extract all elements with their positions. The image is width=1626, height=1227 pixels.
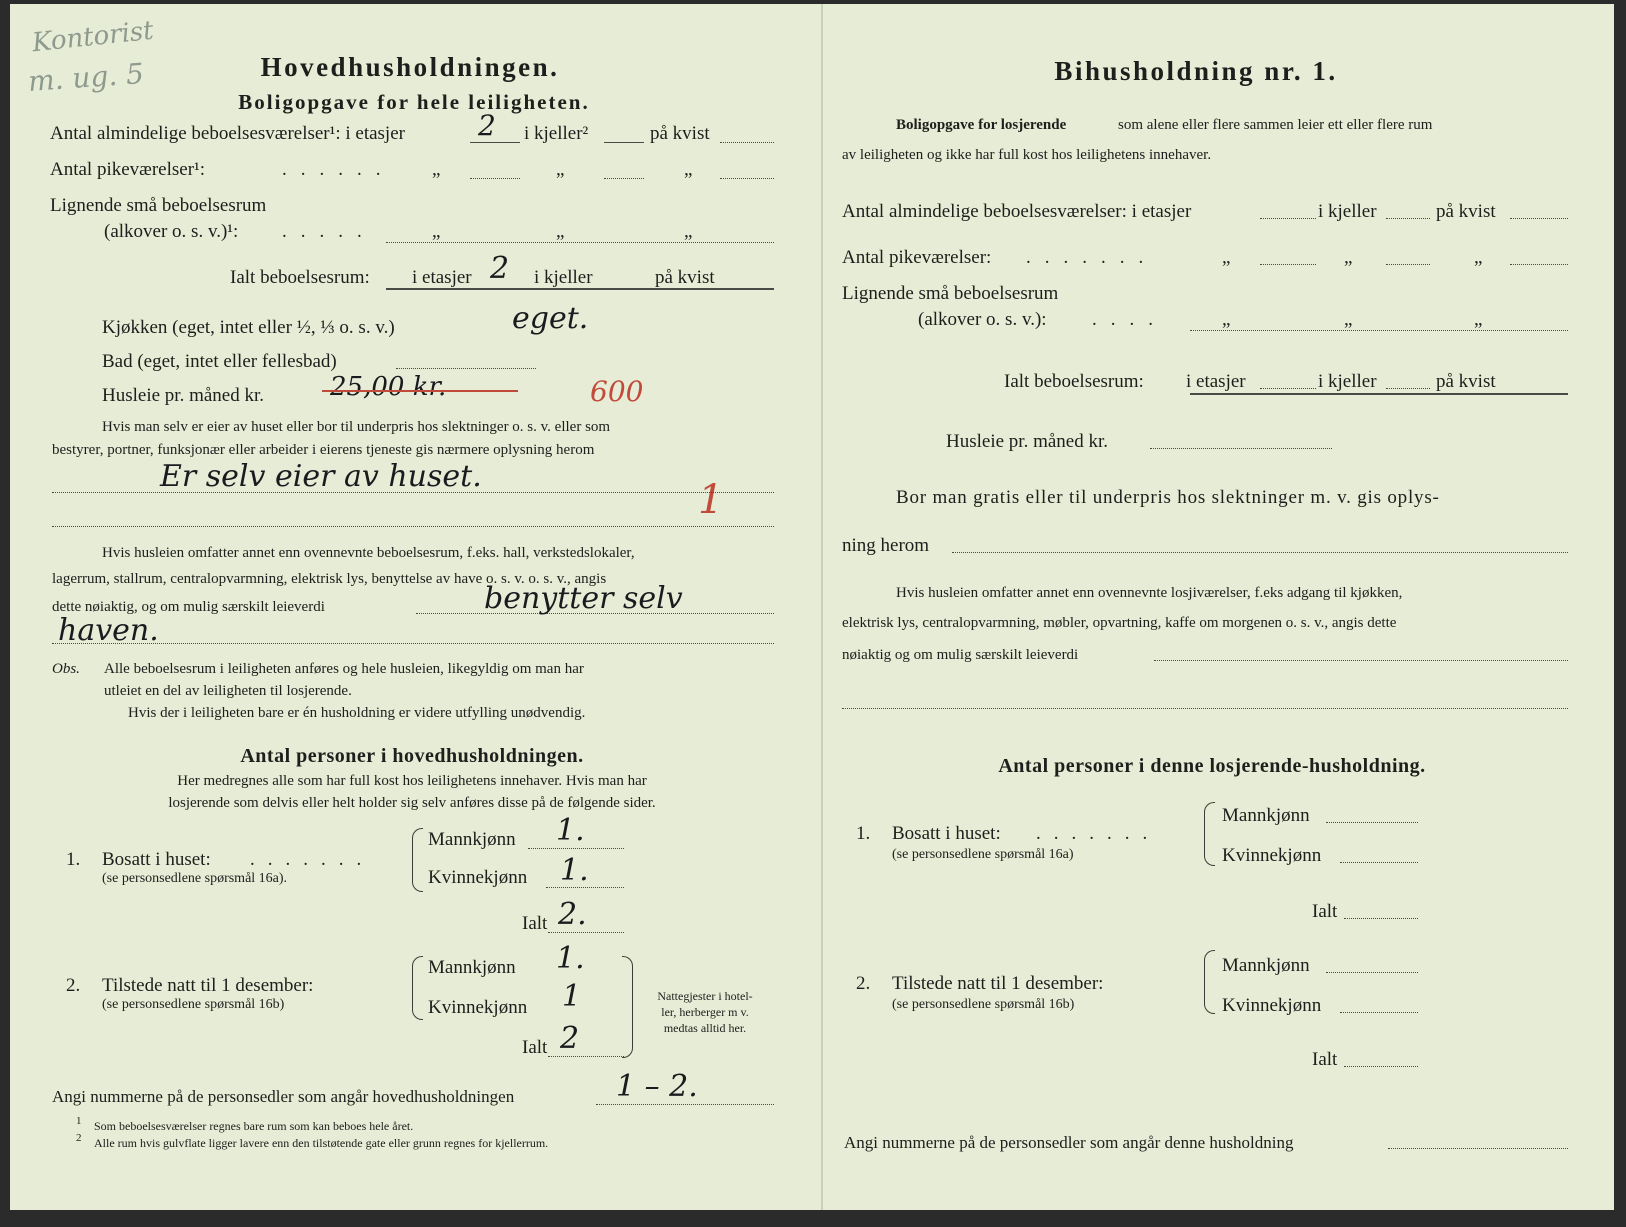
r-total-kvist-label: på kvist: [1436, 371, 1496, 392]
footnote-2: Alle rum hvis gulvflate ligger lavere enn den tilstøtende gate eller grunn regnes for kjellerrum.: [94, 1136, 549, 1150]
r-total-line: [1190, 393, 1568, 395]
r-rent-label: Husleie pr. måned kr.: [946, 431, 1108, 452]
kjeller-line: [604, 142, 644, 143]
leader-dots: .......: [1036, 823, 1161, 844]
blank-line: [52, 492, 774, 493]
blank-line: [1190, 330, 1568, 331]
persons-note-line1: Her medregnes alle som har full kost hos leilighetens innehaver. Hvis man har: [177, 773, 647, 789]
page-title: Hovedhusholdningen.: [260, 52, 560, 82]
persons-note-line2: losjerende som delvis eller helt holder sig selv anføres disse på de følgende sider.: [168, 795, 656, 811]
intro-rest: som alene eller flere sammen leier ett eller flere rum: [1118, 117, 1433, 133]
extras-note-line3: dette nøiaktig, og om mulig særskilt leieverdi: [52, 599, 325, 615]
total-kjeller-label: i kjeller: [534, 267, 593, 288]
obs-line2: utleiet en del av leiligheten til losjerende.: [104, 683, 352, 699]
blank-line: [596, 1104, 774, 1105]
r-q2-number: 2.: [856, 973, 871, 994]
total-etasjer-label: i etasjer: [412, 267, 472, 288]
r-total-rooms-label: Ialt beboelsesrum:: [1004, 371, 1144, 392]
q1-male-value[interactable]: 1.: [556, 813, 585, 848]
total-etasjer-value[interactable]: 2: [490, 251, 510, 286]
kvist-label: på kvist: [650, 123, 710, 144]
rent-value[interactable]: 25,00 kr.: [330, 372, 447, 402]
page-subtitle: Boligopgave for hele leiligheten.: [238, 90, 590, 114]
r-extras-line1: Hvis husleien omfatter annet enn ovennevnte losjiværelser, f.eks adgang til kjøkken,: [896, 585, 1403, 601]
r-extras-line2: elektrisk lys, centralopvarmning, møbler, opvartning, kaffe om morgenen o. s. v., angis dette: [842, 615, 1397, 631]
total-line: [386, 288, 774, 290]
leader-dots: ....: [1092, 309, 1167, 330]
persons-title: Antal personer i hovedhusholdningen.: [240, 745, 584, 767]
q1-label: Bosatt i huset:: [102, 849, 211, 870]
r-ditto-4: „: [1222, 309, 1231, 330]
obs-prefix: Obs.: [52, 661, 80, 677]
blank-line: [396, 368, 536, 369]
r-q1-brace: [1204, 802, 1215, 866]
r-maid-rooms-label: Antal pikeværelser:: [842, 247, 992, 268]
q1-total-label: Ialt: [522, 913, 548, 934]
ditto-3: „: [684, 159, 693, 180]
ditto-6: „: [684, 221, 693, 242]
q2-side-note-1: Nattegjester i hotel-: [657, 989, 753, 1003]
rooms-ordinary-label: Antal almindelige beboelsesværelser¹: i etasjer: [50, 123, 405, 144]
kjeller-label: i kjeller²: [524, 123, 589, 144]
ditto-5: „: [556, 221, 565, 242]
intro-line2: av leiligheten og ikke har full kost hos leilighetens innehaver.: [842, 147, 1212, 163]
q1-brace: [412, 828, 423, 892]
q1-female-value[interactable]: 1.: [560, 853, 589, 888]
blank-line: [842, 708, 1568, 709]
r-q2-sub: (se personsedlene spørsmål 16b): [892, 997, 1075, 1012]
r-rooms-ordinary-label: Antal almindelige beboelsesværelser: i etasjer: [842, 201, 1192, 222]
leader-dots: .......: [250, 849, 375, 870]
r-kvist-label: på kvist: [1436, 201, 1496, 222]
blank-line: [1326, 972, 1418, 973]
r-q1-female-label: Kvinnekjønn: [1222, 845, 1322, 866]
r-free-line2: ning herom: [842, 535, 930, 556]
r-total-etasjer-label: i etasjer: [1186, 371, 1246, 392]
r-q2-brace: [1204, 950, 1215, 1014]
blank-line: [1340, 1012, 1418, 1013]
kitchen-value[interactable]: eget.: [512, 301, 589, 336]
q2-female-value[interactable]: 1: [562, 979, 582, 1014]
blank-line: [1344, 918, 1418, 919]
r-total-kjeller-label: i kjeller: [1318, 371, 1377, 392]
r-q1-number: 1.: [856, 823, 871, 844]
bath-label: Bad (eget, intet eller fellesbad): [102, 351, 337, 372]
blank-line: [386, 242, 774, 243]
q1-total-value[interactable]: 2.: [558, 897, 587, 932]
r-q1-label: Bosatt i huset:: [892, 823, 1001, 844]
ditto-1: „: [432, 159, 441, 180]
footnote-1-mark: 1: [76, 1115, 82, 1127]
blank-line: [1260, 264, 1316, 265]
rent-strikethrough: [322, 390, 518, 392]
owner-red-mark: 1: [698, 477, 724, 523]
extras-note-line2: lagerrum, stallrum, centralopvarmning, elektrisk lys, benyttelse av have o. s. v. o. s. v., angis: [52, 571, 607, 587]
r-q2-female-label: Kvinnekjønn: [1222, 995, 1322, 1016]
blank-line: [604, 178, 644, 179]
blank-line: [52, 526, 774, 527]
r-ditto-3: „: [1474, 247, 1483, 268]
q2-female-label: Kvinnekjønn: [428, 997, 528, 1018]
blank-line: [1150, 448, 1332, 449]
kitchen-label: Kjøkken (eget, intet eller ½, ⅓ o. s. v.): [102, 317, 395, 338]
blank-line: [952, 552, 1568, 553]
alcove-sub-label: (alkover o. s. v.)¹:: [104, 221, 239, 242]
owner-note-line2: bestyrer, portner, funksjonær eller arbeider i eierens tjeneste gis nærmere oplysning herom: [52, 442, 595, 458]
q2-brace: [412, 956, 423, 1020]
rent-label: Husleie pr. måned kr.: [102, 385, 264, 406]
rent-pencil-value: 600: [590, 375, 644, 408]
r-q2-male-label: Mannkjønn: [1222, 955, 1310, 976]
r-alcove-sub-label: (alkover o. s. v.):: [918, 309, 1047, 330]
r-ditto-5: „: [1344, 309, 1353, 330]
etasjer-line: [470, 142, 520, 143]
blank-line: [546, 887, 624, 888]
blank-line: [1260, 218, 1316, 219]
r-extras-line3: nøiaktig og om mulig særskilt leieverdi: [842, 647, 1079, 663]
r-numbers-label: Angi nummerne på de personsedler som angår denne husholdning: [844, 1133, 1294, 1152]
rooms-etasjer-value[interactable]: 2: [478, 109, 496, 142]
q2-right-brace: [622, 956, 633, 1058]
r-persons-title: Antal personer i denne losjerende-husholdning.: [998, 755, 1426, 777]
blank-line: [1386, 388, 1430, 389]
ditto-2: „: [556, 159, 565, 180]
footnote-1: Som beboelsesværelser regnes bare rum som kan beboes hele året.: [94, 1119, 414, 1133]
blank-line: [1510, 264, 1568, 265]
q2-total-label: Ialt: [522, 1037, 548, 1058]
maid-rooms-label: Antal pikeværelser¹:: [50, 159, 206, 180]
numbers-label: Angi nummerne på de personsedler som angår hovedhusholdningen: [52, 1087, 515, 1106]
blank-line: [548, 932, 624, 933]
blank-line: [1154, 660, 1568, 661]
blank-line: [52, 643, 774, 644]
obs-line1: Alle beboelsesrum i leiligheten anføres og hele husleien, likegyldig om man har: [104, 661, 584, 677]
intro-bold: Boligopgave for losjerende: [896, 117, 1067, 133]
r-free-line1: Bor man gratis eller til underpris hos slektninger m. v. gis oplys-: [896, 487, 1440, 508]
q1-female-label: Kvinnekjønn: [428, 867, 528, 888]
blank-line: [720, 178, 774, 179]
blank-line: [1344, 1066, 1418, 1067]
blank-line: [1386, 264, 1430, 265]
blank-line: [1260, 388, 1316, 389]
r-alcove-label: Lignende små beboelsesrum: [842, 283, 1059, 304]
owner-answer[interactable]: Er selv eier av huset.: [160, 459, 482, 494]
q2-side-note-3: medtas alltid her.: [663, 1021, 747, 1035]
r-ditto-1: „: [1222, 247, 1231, 268]
r-q2-label: Tilstede natt til 1 desember:: [892, 973, 1104, 994]
owner-note-line1: Hvis man selv er eier av huset eller bor til underpris hos slektninger o. s. v. eller som: [102, 419, 611, 435]
q2-total-value[interactable]: 2: [560, 1021, 580, 1056]
q2-label: Tilstede natt til 1 desember:: [102, 975, 314, 996]
q2-male-value[interactable]: 1.: [556, 941, 585, 976]
blank-line: [1510, 218, 1568, 219]
r-ditto-6: „: [1474, 309, 1483, 330]
alcove-label: Lignende små beboelsesrum: [50, 195, 267, 216]
q2-side-note-2: ler, herberger m v.: [661, 1005, 749, 1019]
r-q1-male-label: Mannkjønn: [1222, 805, 1310, 826]
q2-sub: (se personsedlene spørsmål 16b): [102, 997, 285, 1012]
ditto-4: „: [432, 221, 441, 242]
total-kvist-label: på kvist: [655, 267, 715, 288]
q2-male-label: Mannkjønn: [428, 957, 516, 978]
blank-line: [1326, 822, 1418, 823]
r-q1-sub: (se personsedlene spørsmål 16a): [892, 847, 1074, 862]
blank-line: [548, 1056, 624, 1057]
right-title: Bihusholdning nr. 1.: [1054, 56, 1338, 86]
leader-dots: ......: [282, 159, 395, 180]
footnote-2-mark: 2: [76, 1132, 82, 1144]
leader-dots: .....: [282, 221, 376, 242]
q2-number: 2.: [66, 975, 81, 996]
q1-sub: (se personsedlene spørsmål 16a).: [102, 871, 288, 886]
q1-number: 1.: [66, 849, 81, 870]
extras-answer-2[interactable]: haven.: [58, 613, 159, 648]
blank-line: [470, 178, 520, 179]
blank-line: [528, 848, 624, 849]
pencil-note-count: m. ug. 5: [26, 56, 145, 99]
r-q1-total-label: Ialt: [1312, 901, 1338, 922]
obs-line3: Hvis der i leiligheten bare er én husholdning er videre utfylling unødvendig.: [128, 705, 586, 721]
page-fold: [821, 4, 823, 1210]
r-ditto-2: „: [1344, 247, 1353, 268]
blank-line: [1386, 218, 1430, 219]
pencil-note-occupation: Kontorist: [30, 15, 156, 59]
q1-male-label: Mannkjønn: [428, 829, 516, 850]
r-kjeller-label: i kjeller: [1318, 201, 1377, 222]
numbers-value[interactable]: 1 – 2.: [616, 1069, 698, 1104]
leader-dots: .......: [1026, 247, 1158, 268]
blank-line: [1388, 1148, 1568, 1149]
extras-answer-1[interactable]: benytter selv: [484, 581, 683, 616]
extras-note-line1: Hvis husleien omfatter annet enn ovennevnte beboelsesrum, f.eks. hall, verkstedslokaler,: [102, 545, 635, 561]
total-rooms-label: Ialt beboelsesrum:: [230, 267, 370, 288]
blank-line: [1340, 862, 1418, 863]
kvist-line: [720, 142, 774, 143]
r-q2-total-label: Ialt: [1312, 1049, 1338, 1070]
